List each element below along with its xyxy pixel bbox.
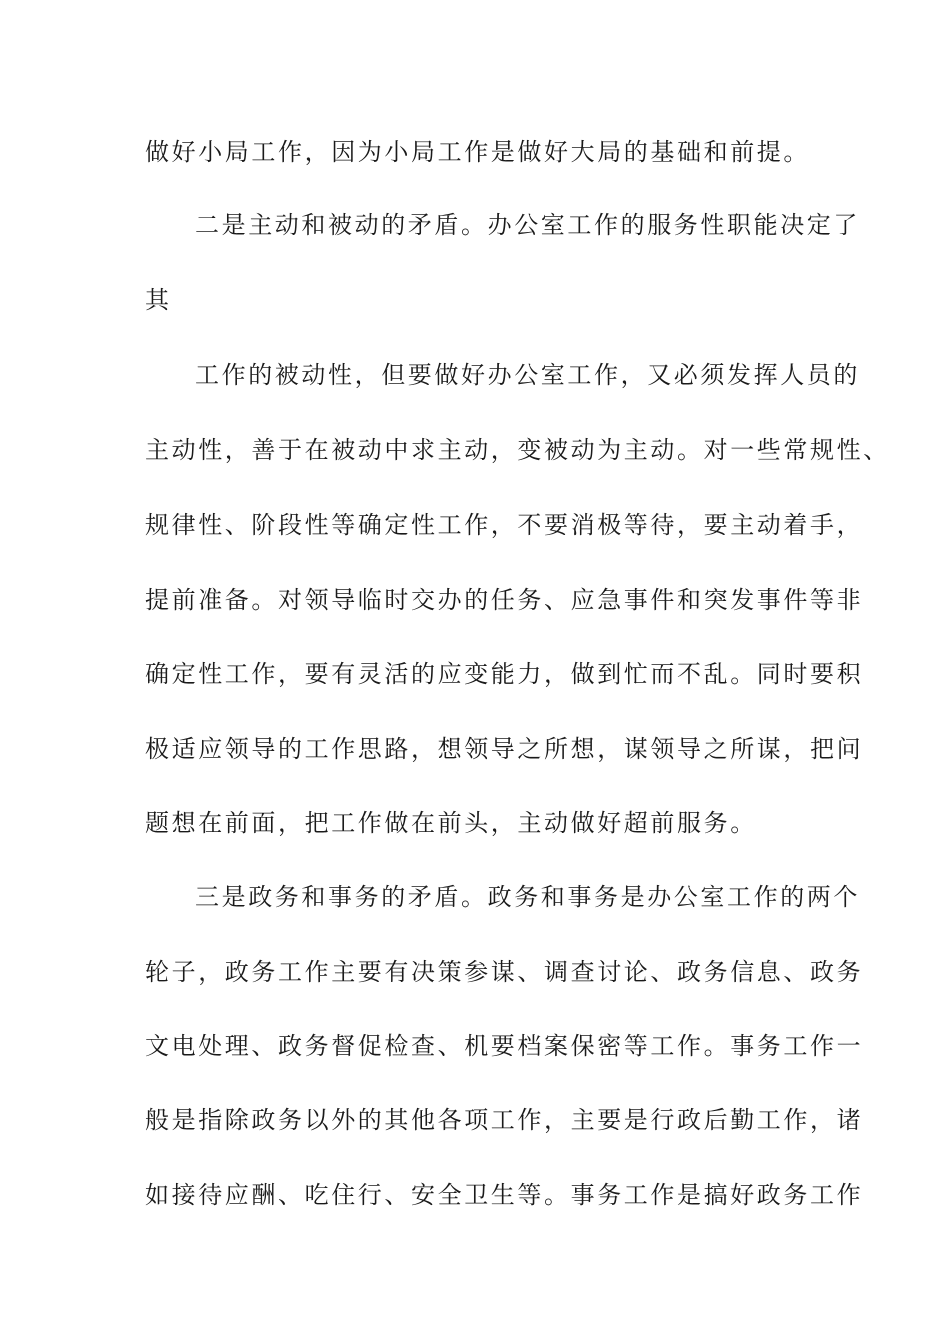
text-line: 主动性，善于在被动中求主动，变被动为主动。对一些常规性、 <box>145 436 890 464</box>
text-line: 做好小局工作，因为小局工作是做好大局的基础和前提。 <box>145 138 810 166</box>
text-line: 文电处理、政务督促检查、机要档案保密等工作。事务工作一 <box>145 1032 864 1060</box>
text-line: 题想在前面，把工作做在前头，主动做好超前服务。 <box>145 809 757 837</box>
text-line: 提前准备。对领导临时交办的任务、应急事件和突发事件等非 <box>145 586 864 614</box>
text-line: 轮子，政务工作主要有决策参谋、调查讨论、政务信息、政务 <box>145 958 864 986</box>
text-line: 确定性工作，要有灵活的应变能力，做到忙而不乱。同时要积 <box>145 660 864 688</box>
text-line: 其 <box>145 286 172 314</box>
paragraph-line: 三是政务和事务的矛盾。政务和事务是办公室工作的两个 <box>195 883 860 911</box>
text-line: 规律性、阶段性等确定性工作，不要消极等待，要主动着手， <box>145 511 864 539</box>
paragraph-line: 二是主动和被动的矛盾。办公室工作的服务性职能决定了 <box>195 211 860 239</box>
text-line: 般是指除政务以外的其他各项工作，主要是行政后勤工作，诸 <box>145 1106 864 1134</box>
text-line: 如接待应酬、吃住行、安全卫生等。事务工作是搞好政务工作 <box>145 1181 864 1209</box>
text-line: 极适应领导的工作思路，想领导之所想，谋领导之所谋，把问 <box>145 735 864 763</box>
paragraph-line: 工作的被动性，但要做好办公室工作，又必须发挥人员的 <box>195 361 860 389</box>
